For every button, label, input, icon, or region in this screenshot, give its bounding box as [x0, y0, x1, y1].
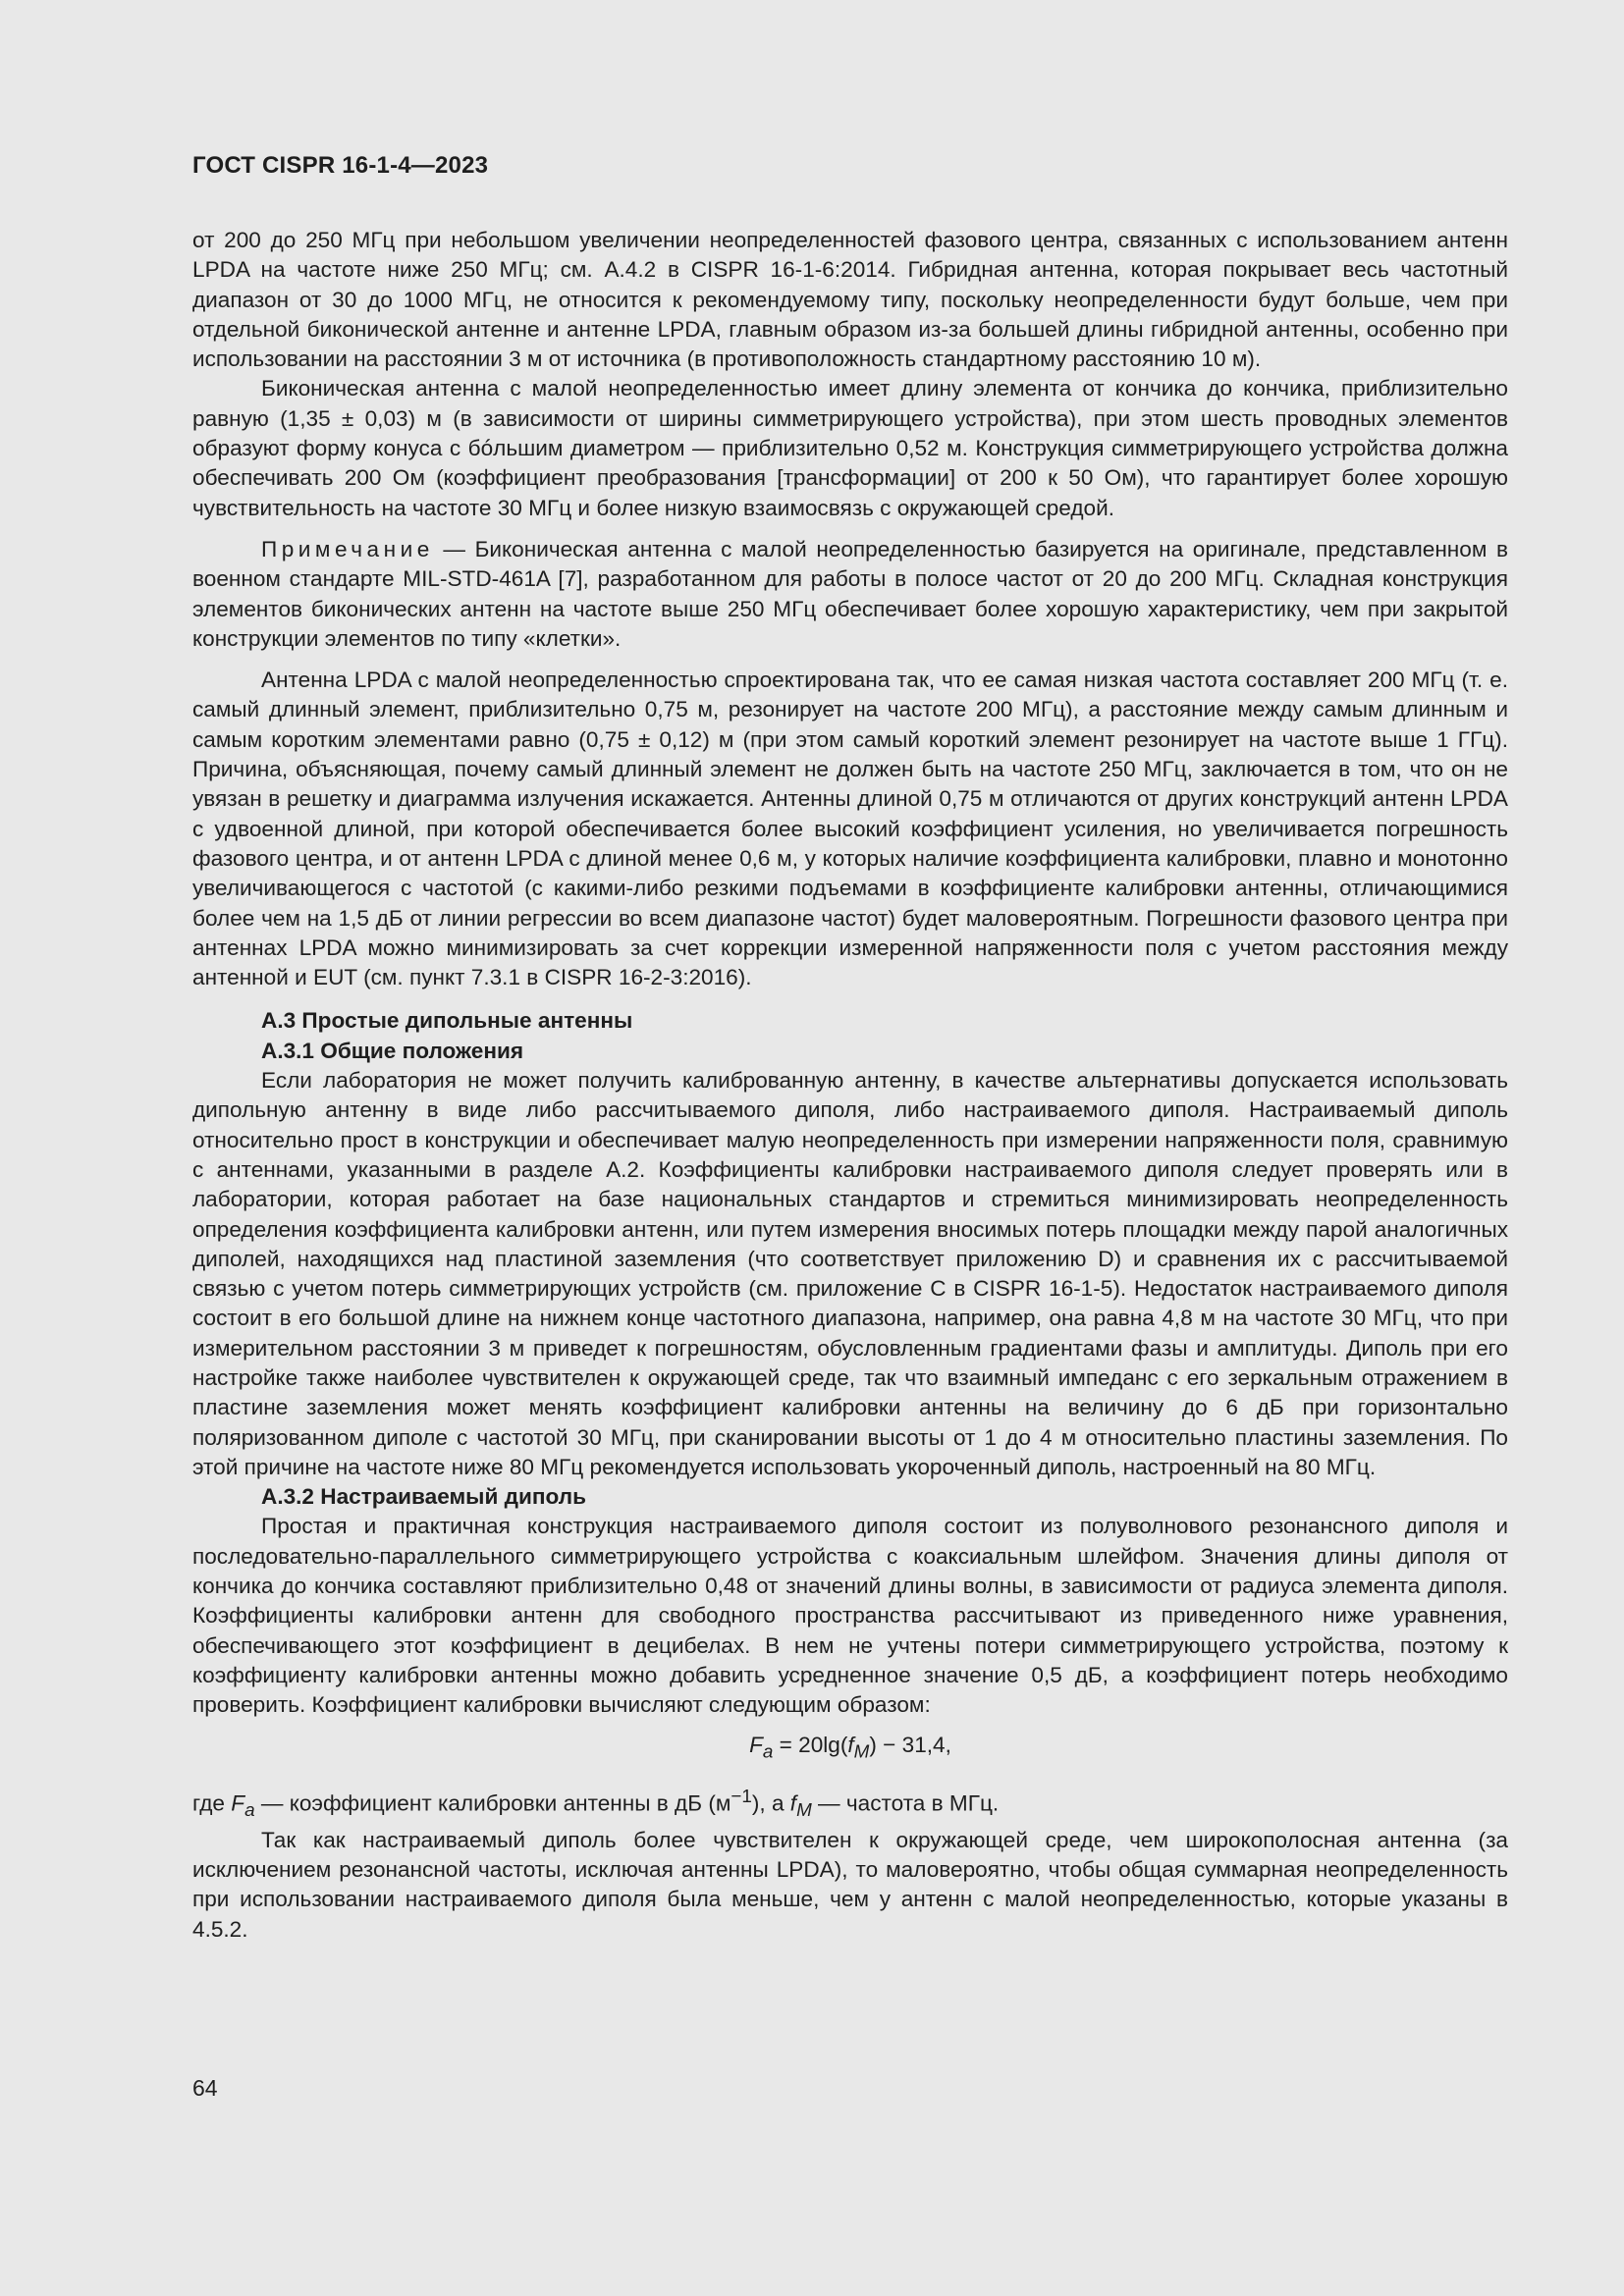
note-label: Примечание	[261, 536, 434, 561]
formula-lhs-sub: a	[762, 1740, 774, 1762]
note-text: — Биконическая антенна с малой неопределенностью базируется на оригинале, представленном в военном стандарте MIL-STD-461A [7], разработанном для работы в полосе частот от 20 до 200 МГц. Складная конструкция элементов биконических антенн на частоте выше 250 МГц обеспечивает более хорошую характеристику, чем при закрытой конструкции элементов по типу «клетки».	[192, 536, 1508, 651]
formula	[192, 1731, 1508, 1767]
document-header: ГОСТ CISPR 16-1-4—2023	[192, 152, 489, 179]
where-text3: — частота в МГц.	[811, 1790, 1000, 1816]
where-sup: −1	[731, 1786, 752, 1807]
formula-arg-var: f	[847, 1732, 854, 1757]
paragraph-conclusion: Так как настраиваемый диполь более чувствителен к окружающей среде, чем широкополосная антенна (за исключением резонансной частоты, исключая антенны LPDA), то маловероятно, чтобы общая суммарная неопределенность при использовании настраиваемого диполя была меньше, чем у антенн с малой неопределенностью, которые указаны в 4.5.2.	[192, 1827, 1508, 1942]
formula-explanation	[192, 1782, 1508, 1825]
page-body	[192, 226, 1508, 1945]
where-var2: f	[789, 1790, 797, 1816]
paragraph-tuned-dipole: Простая и практичная конструкция настраиваемого диполя состоит из полуволнового резонансного диполя и последовательно-параллельного симметрирующего устройства с коаксиальным шлейфом. Значения длины диполя от кончика до кончика составляют приблизительно 0,48 от значений длины волны, в зависимости от радиуса элемента диполя. Коэффициенты калибровки антенн для свободного пространства рассчитывают из приведенного ниже уравнения, обеспечивающего этот коэффициент в децибелах. В нем не учтены потери симметрирующего устройства, поэтому к коэффициенту калибровки антенны можно добавить усредненное значение 0,5 дБ, а коэффициент потерь необходимо проверить. Коэффициент калибровки вычисляют следующим образом:	[192, 1514, 1508, 1718]
where-lead: где	[192, 1790, 232, 1816]
formula-mid: = 20lg(	[773, 1732, 848, 1757]
formula-arg-sub: M	[853, 1740, 870, 1762]
formula-rhs: ) − 31,4,	[869, 1732, 951, 1757]
formula-lhs-var: F	[749, 1732, 763, 1757]
paragraph-lpda: Антенна LPDA с малой неопределенностью спроектирована так, что ее самая низкая частота составляет 200 МГц (т. е. самый длинный элемент, приблизительно 0,75 м, резонирует на частоте 200 МГц), а расстояние между самым длинным и самым коротким элементами равно (0,75 ± 0,12) м (при этом самый короткий элемент резонирует на частоте выше 1 ГГц). Причина, объясняющая, почему самый длинный элемент не должен быть на частоте 250 МГц, заключается в том, что он не увязан в решетку и диаграмма излучения искажается. Антенны длиной 0,75 м отличаются от других конструкций антенн LPDA с удвоенной длиной, при которой обеспечивается более высокий коэффициент усиления, но увеличивается погрешность фазового центра, и от антенн LPDA с длиной менее 0,6 м, у которых наличие коэффициента калибровки, плавно и монотонно увеличивающегося с частотой (с какими-либо резкими подъемами в коэффициенте калибровки антенны, отличающимися более чем на 1,5 дБ от линии регрессии во всем диапазоне частот) будет маловероятным. Погрешности фазового центра при антеннах LPDA можно минимизировать за счет коррекции измеренной напряженности поля с учетом расстояния между антенной и EUT (см. пункт 7.3.1 в CISPR 16-2-3:2016).	[192, 667, 1508, 990]
where-text2: ), а	[751, 1790, 790, 1816]
note-paragraph	[192, 535, 1508, 654]
paragraph-general: Если лаборатория не может получить калиброванную антенну, в качестве альтернативы допускается использовать дипольную антенну в виде либо рассчитываемого диполя, либо настраиваемого диполя. Настраиваемый диполь относительно прост в конструкции и обеспечивает малую неопределенность при измерении напряженности поля, сравнимую с антеннами, указанными в разделе А.2. Коэффициенты калибровки настраиваемого диполя следует проверять или в лаборатории, которая работает на базе национальных стандартов и стремиться минимизировать неопределенность определения коэффициента калибровки антенн, или путем измерения вносимых потерь площадки между парой аналогичных диполей, находящихся над пластиной заземления (что соответствует приложению D) и сравнения их с рассчитываемой связью с учетом потерь симметрирующих устройств (см. приложение С в CISPR 16-1-5). Недостаток настраиваемого диполя состоит в его большой длине на нижнем конце частотного диапазона, например, она равна 4,8 м на частоте 30 МГц, что при измерительном расстоянии 3 м приведет к погрешностям, обусловленным градиентами фазы и амплитуды. Диполь при его настройке также наиболее чувствителен к окружающей среде, так что взаимный импеданс с его зеркальным отражением в пластине заземления может менять коэффициент калибровки антенны на величину до 6 дБ при горизонтально поляризованном диполе с частотой 30 МГц, при сканировании высоты от 1 до 4 м относительно пластины заземления. По этой причине на частоте ниже 80 МГц рекомендуется использовать укороченный диполь, настроенный на 80 МГц.	[192, 1068, 1508, 1479]
page-number: 64	[192, 2075, 218, 2101]
section-heading-a32: А.3.2 Настраиваемый диполь	[261, 1484, 587, 1510]
section-heading-a31: А.3.1 Общие положения	[261, 1038, 524, 1063]
where-var1: F	[231, 1790, 245, 1816]
section-heading-a3: А.3 Простые дипольные антенны	[261, 1008, 633, 1034]
where-text1: — коэффициент калибровки антенны в дБ (м	[254, 1790, 731, 1816]
where-sub2: M	[796, 1799, 812, 1821]
paragraph-biconical: Биконическая антенна с малой неопределенностью имеет длину элемента от кончика до кончика, приблизительно равную (1,35 ± 0,03) м (в зависимости от ширины симметрирующего устройства), при этом шесть проводных элементов образуют форму конуса с бóльшим диаметром — приблизительно 0,52 м. Конструкция симметрирующего устройства должна обеспечивать 200 Ом (коэффициент преобразования [трансформации] от 200 к 50 Ом), что гарантирует более хорошую чувствительность на частоте 30 МГц и более низкую взаимосвязь с окружающей средой.	[192, 376, 1508, 520]
paragraph-continuation: от 200 до 250 МГц при небольшом увеличении неопределенностей фазового центра, связанных с использованием антенн LPDA на частоте ниже 250 МГц; см. А.4.2 в CISPR 16-1-6:2014. Гибридная антенна, которая покрывает весь частотный диапазон от 30 до 1000 МГц, не относится к рекомендуемому типу, поскольку неопределенности будут больше, чем при отдельной биконической антенне и антенне LPDA, главным образом из-за большей длины гибридной антенны, особенно при использовании на расстоянии 3 м от источника (в противоположность стандартному расстоянию 10 м).	[192, 228, 1508, 372]
where-sub1: a	[244, 1799, 255, 1821]
